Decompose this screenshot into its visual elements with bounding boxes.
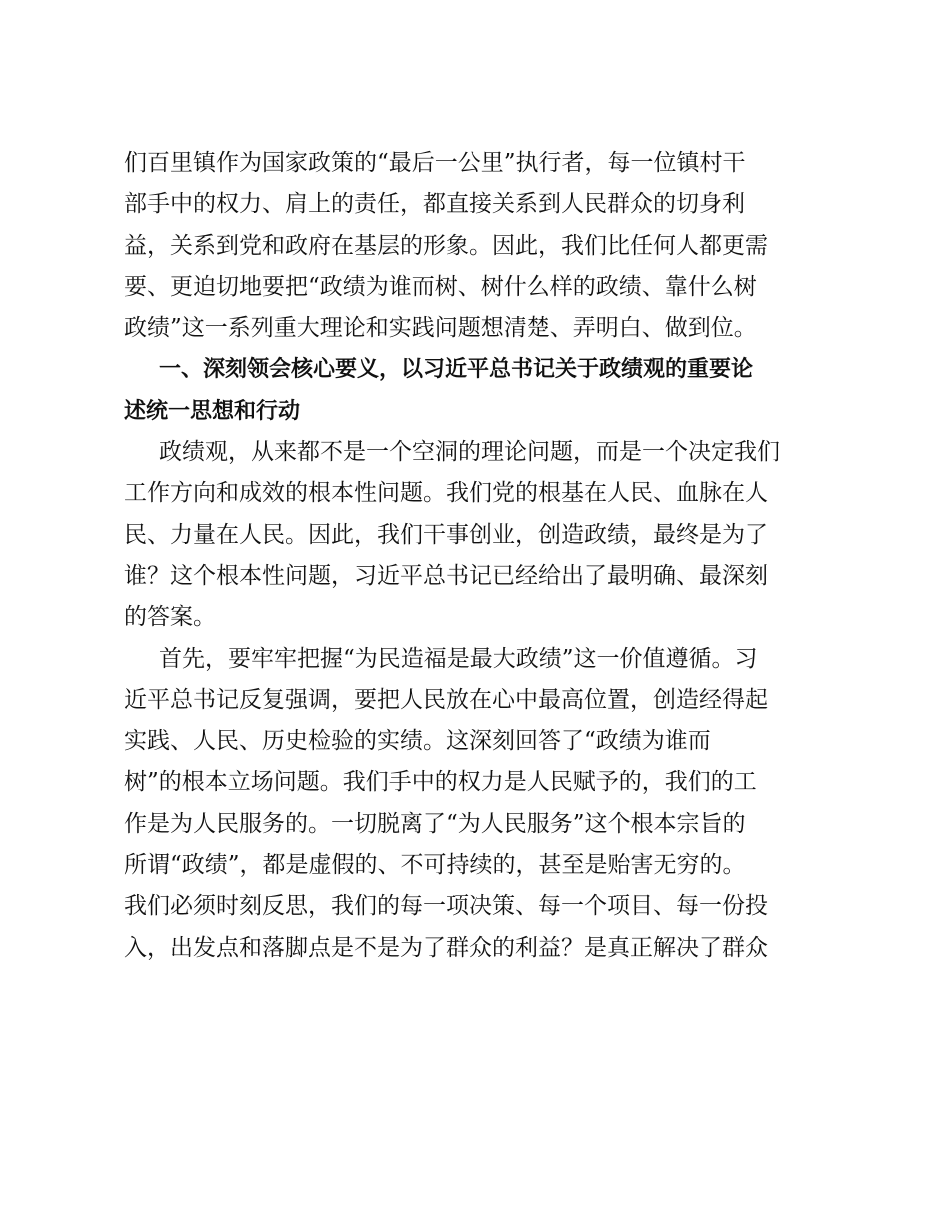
text-line: 工作方向和成效的根本性问题。我们党的根基在人民、血脉在人 [124,480,768,507]
text-line: 政绩观，从来都不是一个空洞的理论问题，而是一个决定我们 [159,439,780,466]
paragraph [124,639,829,969]
text-line: 作是为人民服务的。一切脱离了“为人民服务”这个根本宗旨的 [124,810,746,837]
text-line: 们百里镇作为国家政策的“最后一公里”执行者，每一位镇村干 [124,150,746,176]
text-line: 近平总书记反复强调，要把人民放在心中最高位置，创造经得起 [124,686,768,713]
heading-line: 述统一思想和行动 [124,398,301,424]
text-line: 要、更迫切地要把“政绩为谁而树、树什么样的政绩、靠什么树 [124,273,757,300]
section-heading [124,349,829,432]
paragraph [124,432,829,638]
text-line: 所谓“政绩”，都是虚假的、不可持续的，甚至是贻害无穷的。 [124,852,746,879]
document-body [124,143,829,969]
text-line: 部手中的权力、肩上的责任，都直接关系到人民群众的切身利 [124,191,745,218]
text-line: 我们必须时刻反思，我们的每一项决策、每一个项目、每一份投 [124,893,768,920]
text-line: 政绩”这一系列重大理论和实践问题想清楚、弄明白、做到位。 [124,315,757,342]
paragraph-continuation [124,143,829,349]
text-line: 的答案。 [124,604,216,631]
text-line: 益，关系到党和政府在基层的形象。因此，我们比任何人都更需 [124,232,768,259]
text-line: 入，出发点和落脚点是不是为了群众的利益？是真正解决了群众 [124,934,768,961]
text-line: 民、力量在人民。因此，我们干事创业，创造政绩，最终是为了 [124,521,768,548]
text-line: 首先，要牢牢把握“为民造福是最大政绩”这一价值遵循。习 [159,645,758,672]
heading-line: 一、深刻领会核心要义，以习近平总书记关于政绩观的重要论 [159,357,754,383]
text-line: 树”的根本立场问题。我们手中的权力是人民赋予的，我们的工 [124,769,757,796]
text-line: 实践、人民、历史检验的实绩。这深刻回答了“政绩为谁而 [124,728,711,755]
text-line: 谁？这个根本性问题，习近平总书记已经给出了最明确、最深刻 [124,562,768,589]
